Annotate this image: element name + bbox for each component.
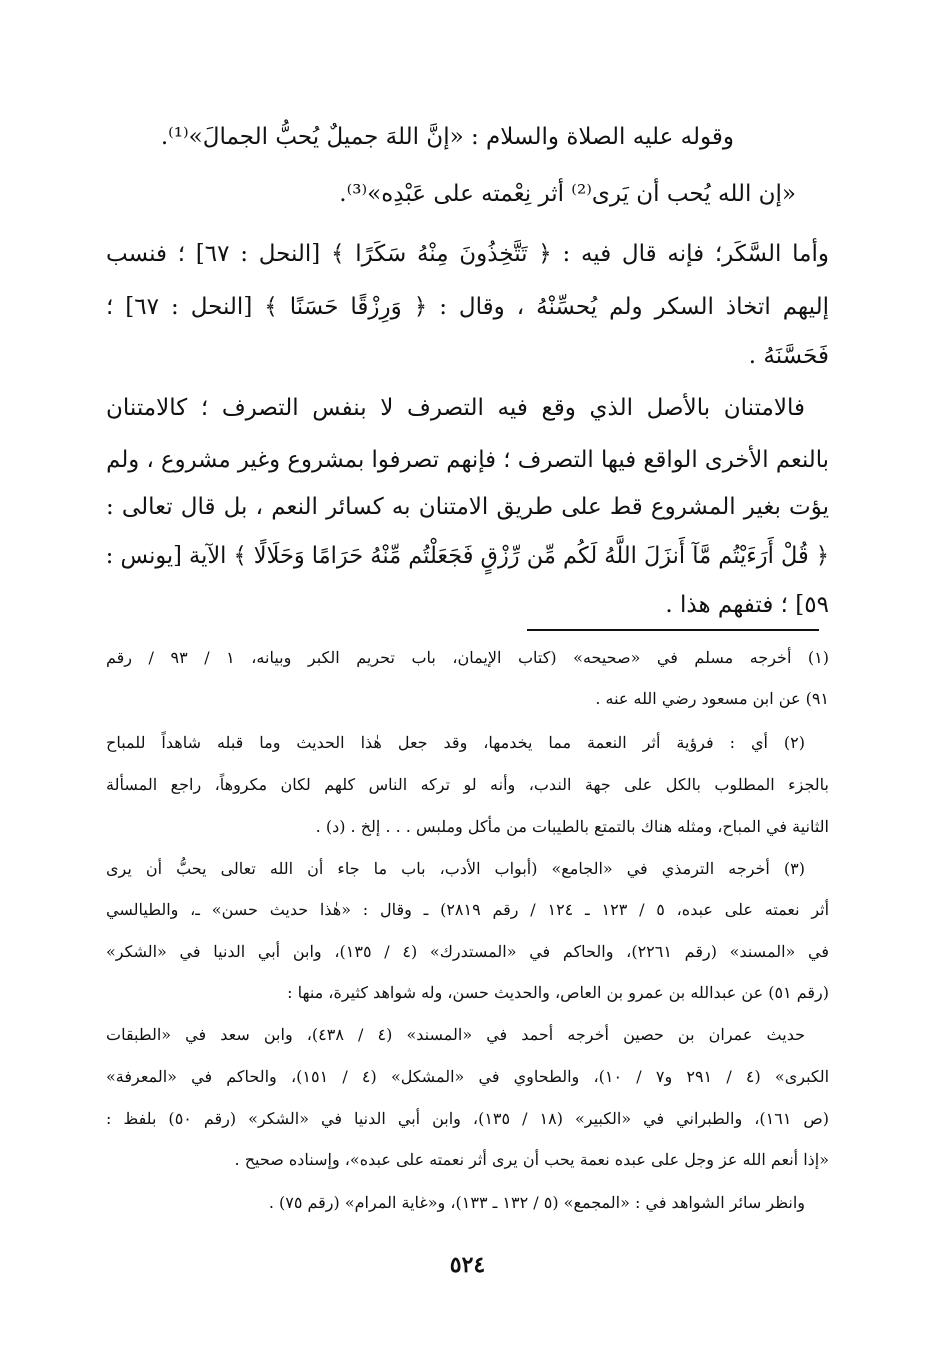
paragraph-sakar-line-2: إليهم اتخاذ السكر ولم يُحسِّنْهُ ، وقال : ﴿ وَرِزْقًا حَسَنًا ﴾ [النحل : ٦٧] ؛ [106, 294, 829, 320]
paragraph-sakar-line-1: وأما السَّكَر؛ فإنه قال فيه : ﴿ تَتَّخِذُونَ مِنْهُ سَكَرًا ﴾ [النحل : ٦٧] ؛ فنسب [106, 241, 829, 267]
paragraph-gratitude-line-2: بالنعم الأخرى الواقع فيها التصرف ؛ فإنهم تصرفوا بمشروع وغير مشروع ، ولم [106, 447, 829, 473]
footnote-2-line-2: بالجزء المطلوب بالكل على جهة الندب، وأنه لو تركه الناس كلهم لكان مكروهاً، راجع المسألة [106, 775, 829, 794]
paragraph-hadith-beauty: وقوله عليه الصلاة والسلام : «إنَّ اللهَ جميلٌ يُحبُّ الجمالَ»⁽¹⁾. [160, 124, 734, 150]
paragraph-hadith-blessing: «إن الله يُحب أن يَرى⁽²⁾ أثر نِعْمته على عَبْدِه»⁽³⁾. [339, 181, 796, 207]
footnote-3b-line-1: حديث عمران بن حصين أخرجه أحمد في «المسند» (٤ / ٤٣٨)، وابن سعد في «الطبقات [106, 1025, 806, 1044]
footnote-3-line-3: في «المسند» (رقم ٢٢٦١)، والحاكم في «المستدرك» (٤ / ١٣٥)، وابن أبي الدنيا في «الشكر» [106, 942, 830, 961]
footnote-separator [527, 629, 819, 631]
paragraph-gratitude-line-1: فالامتنان بالأصل الذي وقع فيه التصرف لا بنفس التصرف ؛ كالامتنان [106, 395, 805, 421]
footnote-1-line-2: ٩١) عن ابن مسعود رضي الله عنه . [595, 689, 829, 708]
footnote-3-line-4: (رقم ٥١) عن عبدالله بن عمرو بن العاص، والحديث حسن، وله شواهد كثيرة، منها : [287, 983, 829, 1002]
footnote-3-line-2: أثر نعمته على عبده، ٥ / ١٢٣ ـ ١٢٤ / رقم ٢٨١٩) ـ وقال : «هٰذا حديث حسن» ـ، والطيالسي [106, 900, 830, 919]
paragraph-gratitude-line-4: ﴿ قُلْ أَرَءَيْتُم مَّآ أَنزَلَ اللَّهُ لَكُم مِّن رِّزْقٍ فَجَعَلْتُم مِّنْهُ حَرَامًا وَحَلَالًا ﴾ الآية [يونس : [105, 543, 830, 569]
footnote-1-line-1: (١) أخرجه مسلم في «صحيحه» (كتاب الإيمان، باب تحريم الكبر وبيانه، ١ / ٩٣ / رقم [106, 648, 830, 667]
paragraph-gratitude-line-5: ٥٩] ؛ فتفهم هذا . [665, 592, 829, 618]
footnote-3b-line-4: «إذا أنعم الله عز وجل على عبده نعمة يحب أن يرى أثر نعمته على عبده»، وإسناده صحيح . [234, 1150, 829, 1169]
paragraph-sakar-line-3: فَحَسَّنَهُ . [748, 343, 829, 369]
paragraph-gratitude-line-3: يؤت بغير المشروع قط على طريق الامتنان به كسائر النعم ، بل قال تعالى : [106, 494, 829, 520]
footnote-3-line-1: (٣) أخرجه الترمذي في «الجامع» (أبواب الأدب، باب ما جاء أن الله تعالى يحبُّ أن يرى [106, 859, 806, 878]
page-number: ٥٢٤ [449, 1252, 486, 1278]
footnote-3c: وانظر سائر الشواهد في : «المجمع» (٥ / ١٣٢ ـ ١٣٣)، و«غاية المرام» (رقم ٧٥) . [268, 1193, 805, 1212]
footnote-3b-line-2: الكبرى» (٤ / ٢٩١ و٧ / ١٠)، والطحاوي في «المشكل» (٤ / ١٥١)، والحاكم في «المعرفة» [106, 1067, 830, 1086]
footnote-3b-line-3: (ص ١٦١)، والطبراني في «الكبير» (١٨ / ١٣٥)، وابن أبي الدنيا في «الشكر» (رقم ٥٠) بلفظ : [106, 1109, 830, 1128]
footnote-2-line-3: الثانية في المباح، ومثله هناك بالتمتع بالطيبات من مأكل وملبس . . . إلخ . (د) . [315, 817, 829, 836]
footnote-2-line-1: (٢) أي : فرؤية أثر النعمة مما يخدمها، وقد جعل هٰذا الحديث وما قبله شاهداً للمباح [106, 733, 805, 752]
